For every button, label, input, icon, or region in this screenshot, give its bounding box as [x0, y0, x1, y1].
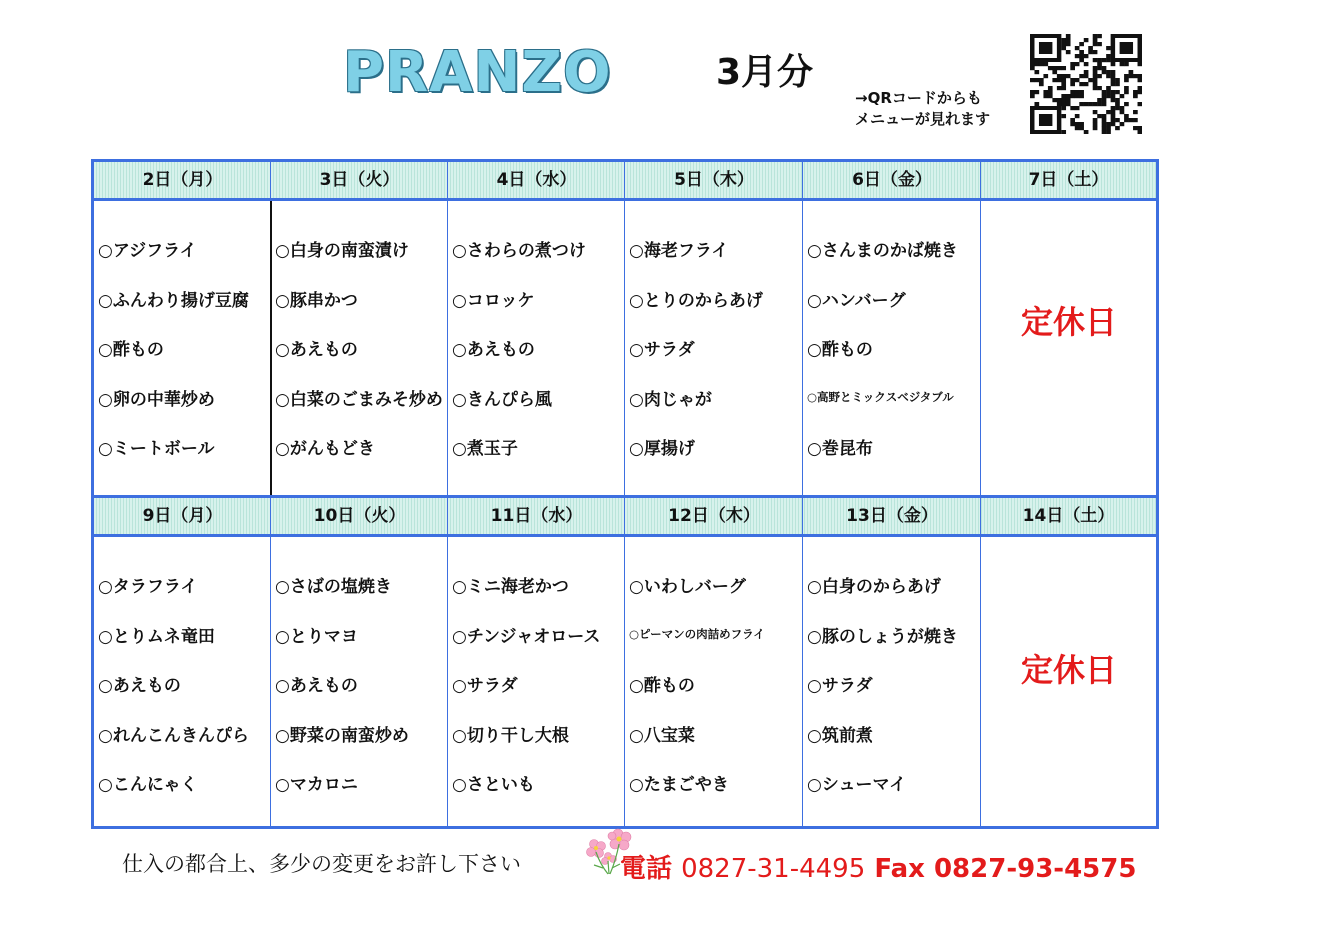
day-menu-cell — [625, 201, 803, 495]
day-header: 2日（月） — [142, 170, 223, 190]
menu-item: ○あえもの — [275, 340, 358, 360]
menu-item: ○さわらの煮つけ — [452, 241, 586, 261]
menu-item: ○さんまのかば焼き — [807, 241, 958, 261]
day-header: 5日（木） — [674, 170, 754, 190]
fax-label: Fax — [874, 854, 925, 884]
menu-item: ○卵の中華炒め — [98, 389, 215, 410]
menu-item: ○高野とミックスベジタブル — [807, 389, 954, 404]
menu-item: ○とりマヨ — [275, 626, 358, 647]
menu-item: ○サラダ — [629, 340, 695, 360]
menu-item: ○酢もの — [807, 340, 873, 360]
menu-item: ○アジフライ — [98, 241, 197, 261]
day-header: 13日（金） — [846, 506, 938, 526]
menu-item: ○あえもの — [98, 676, 181, 696]
menu-item: ○豚のしょうが焼き — [807, 626, 958, 647]
fax-number[interactable]: 0827-93-4575 — [933, 854, 1137, 884]
day-header: 4日（水） — [496, 170, 577, 190]
menu-item: ○れんこんきんぴら — [98, 725, 249, 746]
menu-item: ○野菜の南蛮炒め — [275, 725, 409, 746]
qr-note-line1: →QRコードからも — [855, 89, 982, 107]
menu-item: ○たまごやき — [629, 775, 729, 795]
menu-item: ○ピーマンの肉詰めフライ — [629, 626, 765, 641]
menu-item: ○筑前煮 — [807, 725, 873, 746]
menu-item: ○酢もの — [98, 340, 164, 360]
menu-calendar — [91, 159, 1159, 829]
menu-item: ○ハンバーグ — [807, 290, 906, 311]
menu-item: ○白身のからあげ — [807, 577, 941, 597]
month-label: 3月分 — [716, 52, 814, 93]
menu-item: ○きんぴら風 — [452, 389, 552, 410]
day-menu-cell — [94, 201, 271, 495]
menu-item: ○がんもどき — [275, 439, 375, 459]
menu-item: ○巻昆布 — [807, 439, 873, 459]
day-menu-cell — [271, 201, 448, 495]
phone-number[interactable]: 0827-31-4495 — [681, 854, 866, 884]
menu-item: ○肉じゃが — [629, 389, 712, 410]
day-header: 12日（木） — [668, 506, 760, 526]
menu-item: ○サラダ — [807, 676, 873, 696]
day-header: 6日（金） — [852, 170, 932, 190]
menu-item: ○海老フライ — [629, 241, 729, 261]
day-header: 3日（火） — [319, 170, 400, 190]
day-header: 14日（土） — [1022, 506, 1115, 526]
menu-item: ○とりムネ竜田 — [98, 626, 215, 647]
closed-day-label: 定休日 — [1020, 651, 1117, 689]
qr-code-icon[interactable] — [1030, 34, 1142, 134]
menu-item: ○切り干し大根 — [452, 725, 569, 746]
menu-item: ○煮玉子 — [452, 439, 518, 459]
day-menu-cell — [803, 537, 981, 829]
phone-label: 電話 — [620, 854, 673, 884]
contact-info — [620, 848, 1136, 885]
day-menu-cell — [448, 201, 625, 495]
closed-day-label: 定休日 — [1020, 303, 1117, 341]
day-menu-cell — [94, 537, 271, 829]
menu-item: ○こんにゃく — [98, 775, 198, 795]
day-menu-cell — [981, 537, 1156, 829]
qr-note — [855, 88, 990, 130]
menu-item: ○チンジャオロース — [452, 626, 601, 647]
day-menu-cell — [625, 537, 803, 829]
menu-item: ○白身の南蛮漬け — [275, 241, 409, 261]
menu-item: ○酢もの — [629, 676, 695, 696]
menu-item: ○ミートボール — [98, 439, 215, 459]
menu-item: ○いわしバーグ — [629, 577, 746, 597]
day-header: 7日（土） — [1028, 170, 1109, 190]
week-1 — [94, 162, 1156, 495]
brand-title: PRANZO — [343, 40, 612, 105]
menu-item: ○あえもの — [275, 676, 358, 696]
week-2 — [94, 495, 1156, 829]
menu-item: ○さばの塩焼き — [275, 577, 392, 597]
qr-note-line2: メニューが見れます — [855, 110, 991, 128]
day-header: 11日（水） — [490, 506, 583, 526]
menu-item: ○マカロニ — [275, 775, 358, 795]
day-header: 9日（月） — [142, 506, 223, 526]
menu-item: ○豚串かつ — [275, 290, 358, 311]
menu-item: ○サラダ — [452, 676, 518, 696]
menu-item: ○ミニ海老かつ — [452, 577, 569, 597]
menu-item: ○厚揚げ — [629, 439, 695, 459]
day-menu-cell — [448, 537, 625, 829]
menu-item: ○ふんわり揚げ豆腐 — [98, 290, 249, 311]
menu-item: ○コロッケ — [452, 290, 535, 311]
menu-item: ○白菜のごまみそ炒め — [275, 389, 443, 410]
menu-item: ○あえもの — [452, 340, 535, 360]
day-menu-cell — [271, 537, 448, 829]
day-menu-cell — [981, 201, 1156, 495]
menu-item: ○八宝菜 — [629, 725, 695, 746]
footer-note: 仕入の都合上、多少の変更をお許し下さい — [122, 852, 521, 876]
menu-item: ○シューマイ — [807, 775, 907, 795]
day-header: 10日（火） — [313, 506, 406, 526]
day-menu-cell — [803, 201, 981, 495]
menu-item: ○とりのからあげ — [629, 290, 763, 311]
menu-item: ○タラフライ — [98, 577, 198, 597]
menu-item: ○さといも — [452, 775, 535, 795]
